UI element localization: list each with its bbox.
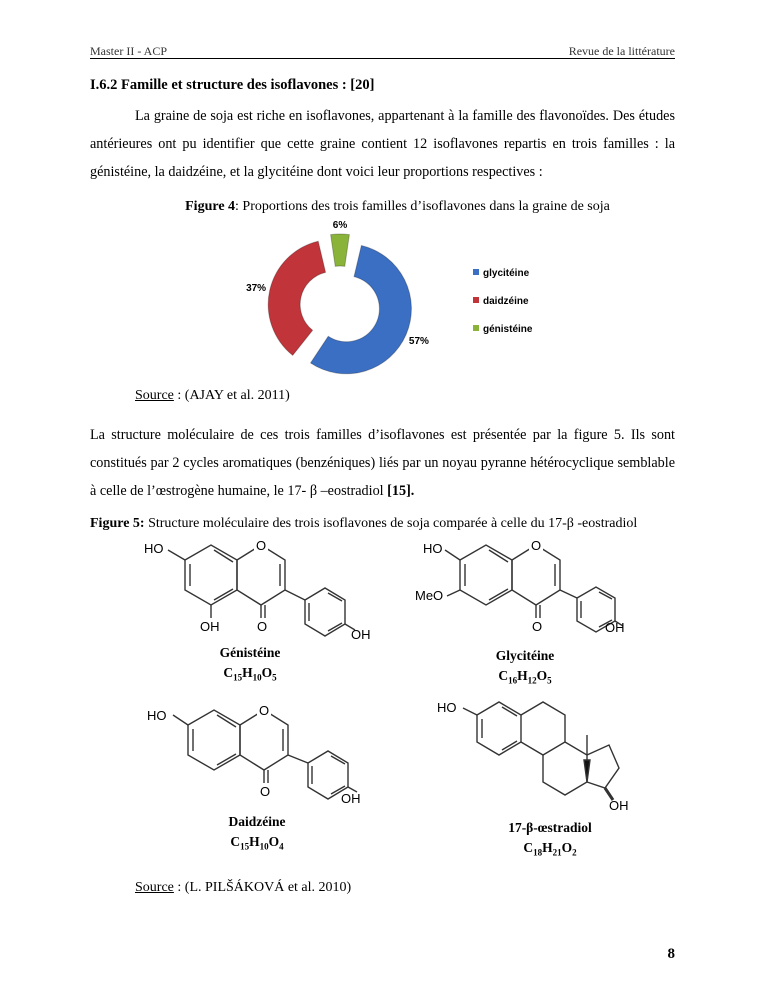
estradiol-name: 17-β-œstradiol bbox=[508, 820, 592, 835]
donut-slice-2 bbox=[331, 234, 350, 266]
figure4-source bbox=[135, 388, 290, 404]
glyciteine-ring-oxygen: O bbox=[530, 538, 542, 553]
donut-value-label-1: 37% bbox=[246, 283, 267, 295]
figure5-caption-text: Structure moléculaire des trois isoflavones de soja comparée à celle du 17-β -eostradiol bbox=[144, 516, 638, 531]
donut-slices bbox=[268, 234, 411, 374]
figure5-source-text: : (L. PILŠÁKOVÁ et al. 2010) bbox=[173, 880, 352, 895]
glyciteine-ho-label: HO bbox=[423, 541, 443, 556]
header-rule bbox=[90, 58, 675, 59]
donut-slice-0 bbox=[311, 246, 412, 374]
estradiol-structure bbox=[437, 690, 647, 815]
glyciteine-meo-label: MeO bbox=[415, 588, 444, 603]
figure4-caption bbox=[90, 199, 705, 215]
paragraph-structure bbox=[90, 421, 675, 505]
daidzeine-oh-right-label: OH bbox=[341, 791, 361, 806]
paragraph-structure-ref: [15]. bbox=[387, 483, 415, 499]
daidzeine-formula: $C_{15}H_{10}O_4$ bbox=[230, 834, 284, 852]
donut-value-label-2: 6% bbox=[332, 220, 348, 231]
figure5-caption bbox=[90, 516, 637, 532]
genisteine-name: Génistéine bbox=[219, 645, 281, 660]
genisteine-caption bbox=[190, 643, 310, 688]
donut-value-label-0: 57% bbox=[408, 336, 429, 348]
glyciteine-structure bbox=[415, 538, 645, 638]
glyciteine-name: Glycitéine bbox=[495, 648, 555, 663]
genisteine-formula: $C_{15}H_{10}O_5$ bbox=[223, 665, 277, 683]
estradiol-caption bbox=[485, 818, 615, 863]
legend-swatch-1 bbox=[473, 297, 479, 303]
legend-label-0: glycitéine bbox=[483, 268, 530, 279]
header-left: Master II - ACP bbox=[90, 44, 167, 58]
header-right: Revue de la littérature bbox=[568, 44, 675, 58]
legend-swatch-2 bbox=[473, 325, 479, 331]
page-number: 8 bbox=[667, 946, 675, 962]
paragraph-intro: La graine de soja est riche en isoflavones, appartenant à la famille des flavonoïdes. Des études antérieures ont pu identifier que cette graine contient 12 isoflavones repartis en trois familles : la génistéine, la daidzéine, et la glycitéine dont voici leur proportions respectives : bbox=[90, 108, 675, 180]
genisteine-structure bbox=[140, 538, 370, 643]
chart-legend bbox=[473, 268, 533, 335]
paragraph-structure-text: La structure moléculaire de ces trois familles d’isoflavones est présentée par la figure 5. Ils sont constitués par 2 cycles aromatiques (benzéniques) liés par un noyau pyranne hétérocyclique semblable à celle de l’œstrogène humaine, le 17- β –eostradiol bbox=[90, 427, 675, 499]
legend-label-2: génistéine bbox=[483, 324, 533, 335]
legend-swatch-0 bbox=[473, 269, 479, 275]
daidzeine-caption bbox=[197, 812, 317, 857]
donut-slice-1 bbox=[268, 241, 325, 355]
section-title: I.6.2 Famille et structure des isoflavones : [20] bbox=[90, 77, 375, 93]
glyciteine-caption bbox=[465, 646, 585, 691]
daidzeine-ho-label: HO bbox=[147, 708, 167, 723]
figure4-source-label: Source bbox=[135, 388, 174, 403]
glyciteine-carbonyl-oxygen: O bbox=[532, 619, 543, 634]
daidzeine-structure bbox=[143, 703, 373, 808]
genisteine-oh-right-label: OH bbox=[351, 627, 370, 642]
figure5-label: Figure 5: bbox=[90, 516, 145, 531]
figure4-source-text: : (AJAY et al. 2011) bbox=[173, 388, 290, 403]
estradiol-formula: $C_{18}H_{21}O_2$ bbox=[523, 840, 577, 858]
figure5-source bbox=[135, 880, 351, 896]
figure4-caption-text: : Proportions des trois familles d’isoflavones dans la graine de soja bbox=[235, 199, 610, 214]
figure4-label: Figure 4 bbox=[185, 199, 236, 214]
legend-label-1: daidzéine bbox=[483, 296, 529, 307]
isoflavone-donut-chart bbox=[225, 218, 555, 378]
genisteine-ring-oxygen: O bbox=[255, 538, 267, 553]
genisteine-ho-label: HO bbox=[144, 541, 164, 556]
glyciteine-oh-right-label: OH bbox=[605, 620, 625, 635]
estradiol-oh-label: OH bbox=[609, 798, 629, 813]
daidzeine-name: Daidzéine bbox=[228, 814, 286, 829]
daidzeine-ring-oxygen: O bbox=[258, 703, 270, 718]
genisteine-oh-bottom-label: OH bbox=[200, 619, 220, 634]
genisteine-carbonyl-oxygen: O bbox=[257, 619, 268, 634]
figure5-source-label: Source bbox=[135, 880, 174, 895]
glyciteine-formula: $C_{16}H_{12}O_5$ bbox=[498, 668, 552, 686]
estradiol-ho-label: HO bbox=[437, 700, 457, 715]
daidzeine-carbonyl-oxygen: O bbox=[260, 784, 271, 799]
